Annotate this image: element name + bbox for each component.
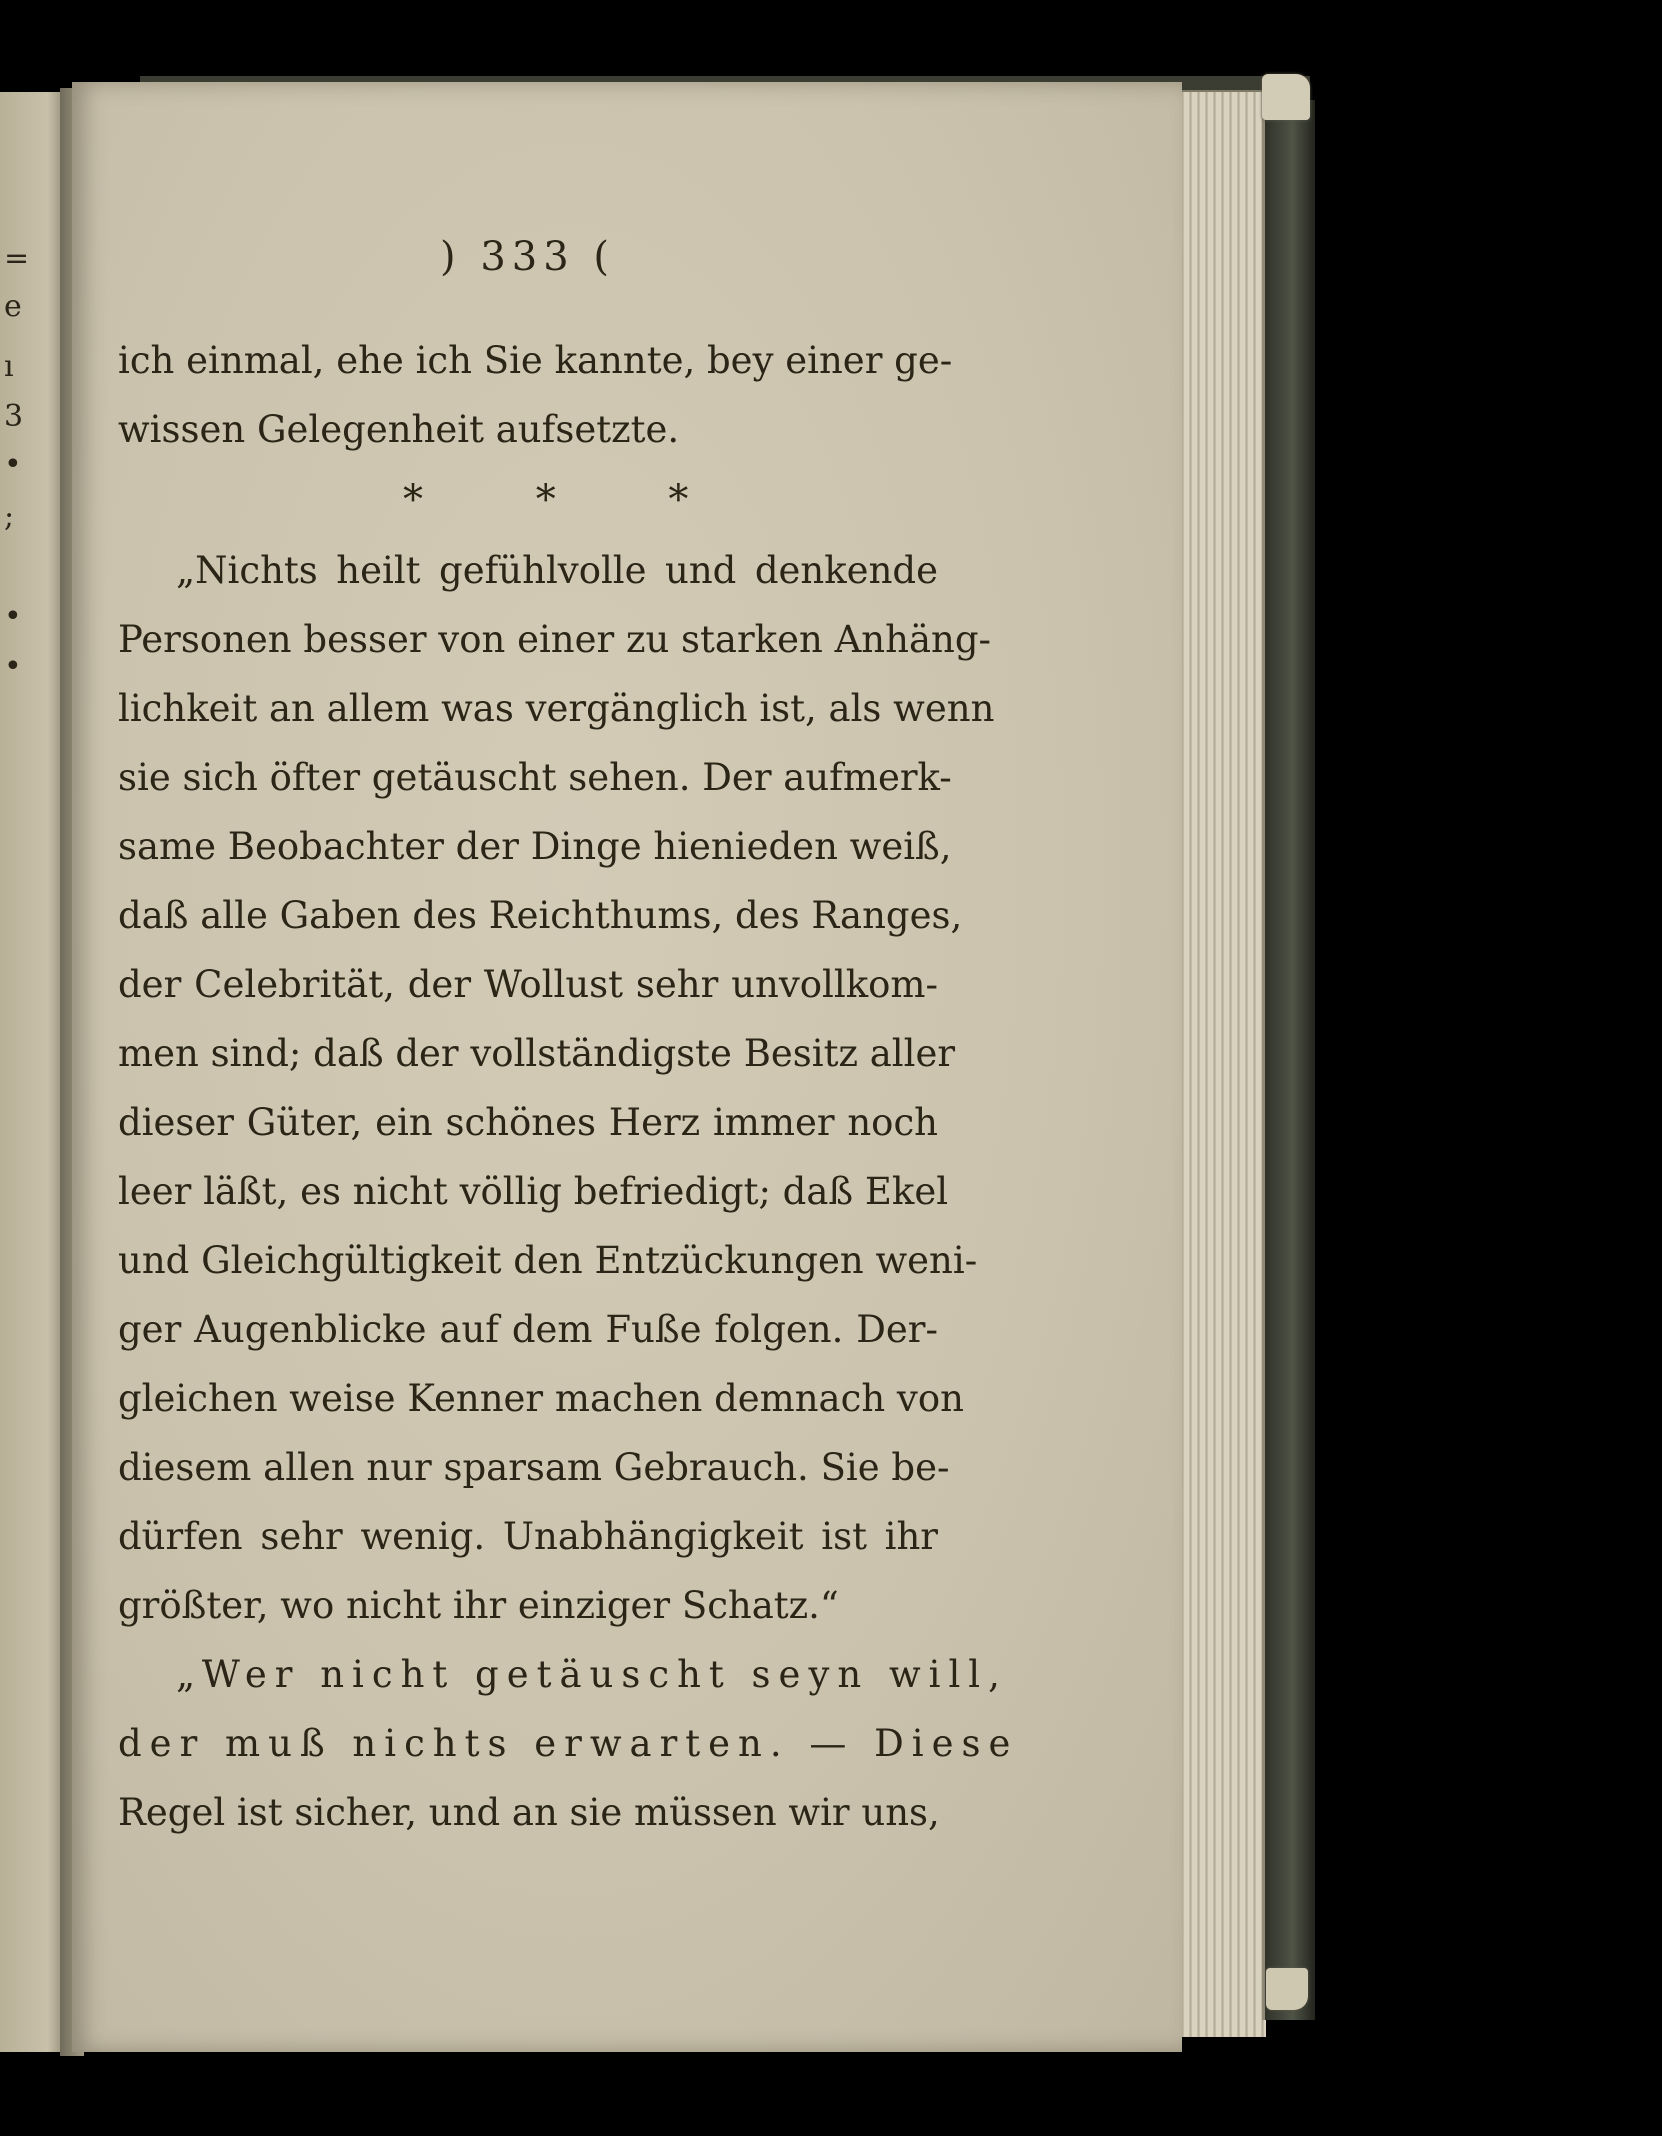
facing-page-fragment: •	[4, 599, 22, 634]
text-line: sie sich öfter getäuscht sehen. Der aufmerk-	[118, 756, 952, 799]
text-line: der Celebrität, der Wollust sehr unvollkom-	[118, 963, 938, 1006]
text-line: und Gleichgültigkeit den Entzückungen weni-	[118, 1239, 978, 1282]
text-line: men sind; daß der vollständigste Besitz aller	[118, 1032, 956, 1075]
text-line: daß alle Gaben des Reichthums, des Ranges,	[118, 894, 963, 937]
facing-page-fragment: =	[4, 241, 30, 276]
facing-page-fragment: e	[4, 289, 22, 324]
text-line: ger Augenblicke auf dem Fuße folgen. Der-	[118, 1308, 938, 1351]
text-line: lichkeit an allem was vergänglich ist, als wenn	[118, 687, 995, 730]
text-line: dürfen sehr wenig. Unabhängigkeit ist ihr	[118, 1515, 938, 1558]
cover-corner-bottom	[1266, 1968, 1308, 2010]
book-cover-right	[1262, 100, 1315, 2020]
page-number-header: ) 333 (	[440, 234, 615, 280]
text-line: Personen besser von einer zu starken Anhäng-	[118, 618, 992, 661]
text-line: diesem allen nur sparsam Gebrauch. Sie be-	[118, 1446, 950, 1489]
text-line: „Wer nicht getäuscht seyn will,	[176, 1653, 1008, 1696]
page-text	[118, 326, 1019, 1847]
text-line: gleichen weise Kenner machen demnach von	[118, 1377, 964, 1420]
text-line: „Nichts heilt gefühlvolle und denkende	[176, 549, 938, 592]
text-line: der muß nichts erwarten. — Diese	[118, 1722, 1019, 1765]
text-line: same Beobachter der Dinge hienieden weiß,	[118, 825, 952, 868]
text-line: größter, wo nicht ihr einziger Schatz.“	[118, 1584, 839, 1627]
facing-page-fragment: •	[4, 649, 22, 684]
facing-page-fragment: 3	[4, 399, 24, 434]
text-line: ich einmal, ehe ich Sie kannte, bey einer ge-	[118, 339, 953, 382]
facing-page-fragment: •	[4, 447, 22, 482]
facing-page-fragment: ;	[4, 499, 15, 534]
text-line: dieser Güter, ein schönes Herz immer noch	[118, 1101, 938, 1144]
facing-page-fragment: ı	[4, 349, 14, 384]
text-line: wissen Gelegenheit aufsetzte.	[118, 408, 680, 451]
text-line: Regel ist sicher, und an sie müssen wir uns,	[118, 1791, 940, 1834]
cover-corner-top	[1262, 74, 1310, 120]
section-separator: * * *	[403, 477, 739, 523]
facing-page-edge	[0, 92, 68, 2052]
text-line: leer läßt, es nicht völlig befriedigt; daß Ekel	[118, 1170, 949, 1213]
page-edges	[1176, 92, 1266, 2037]
